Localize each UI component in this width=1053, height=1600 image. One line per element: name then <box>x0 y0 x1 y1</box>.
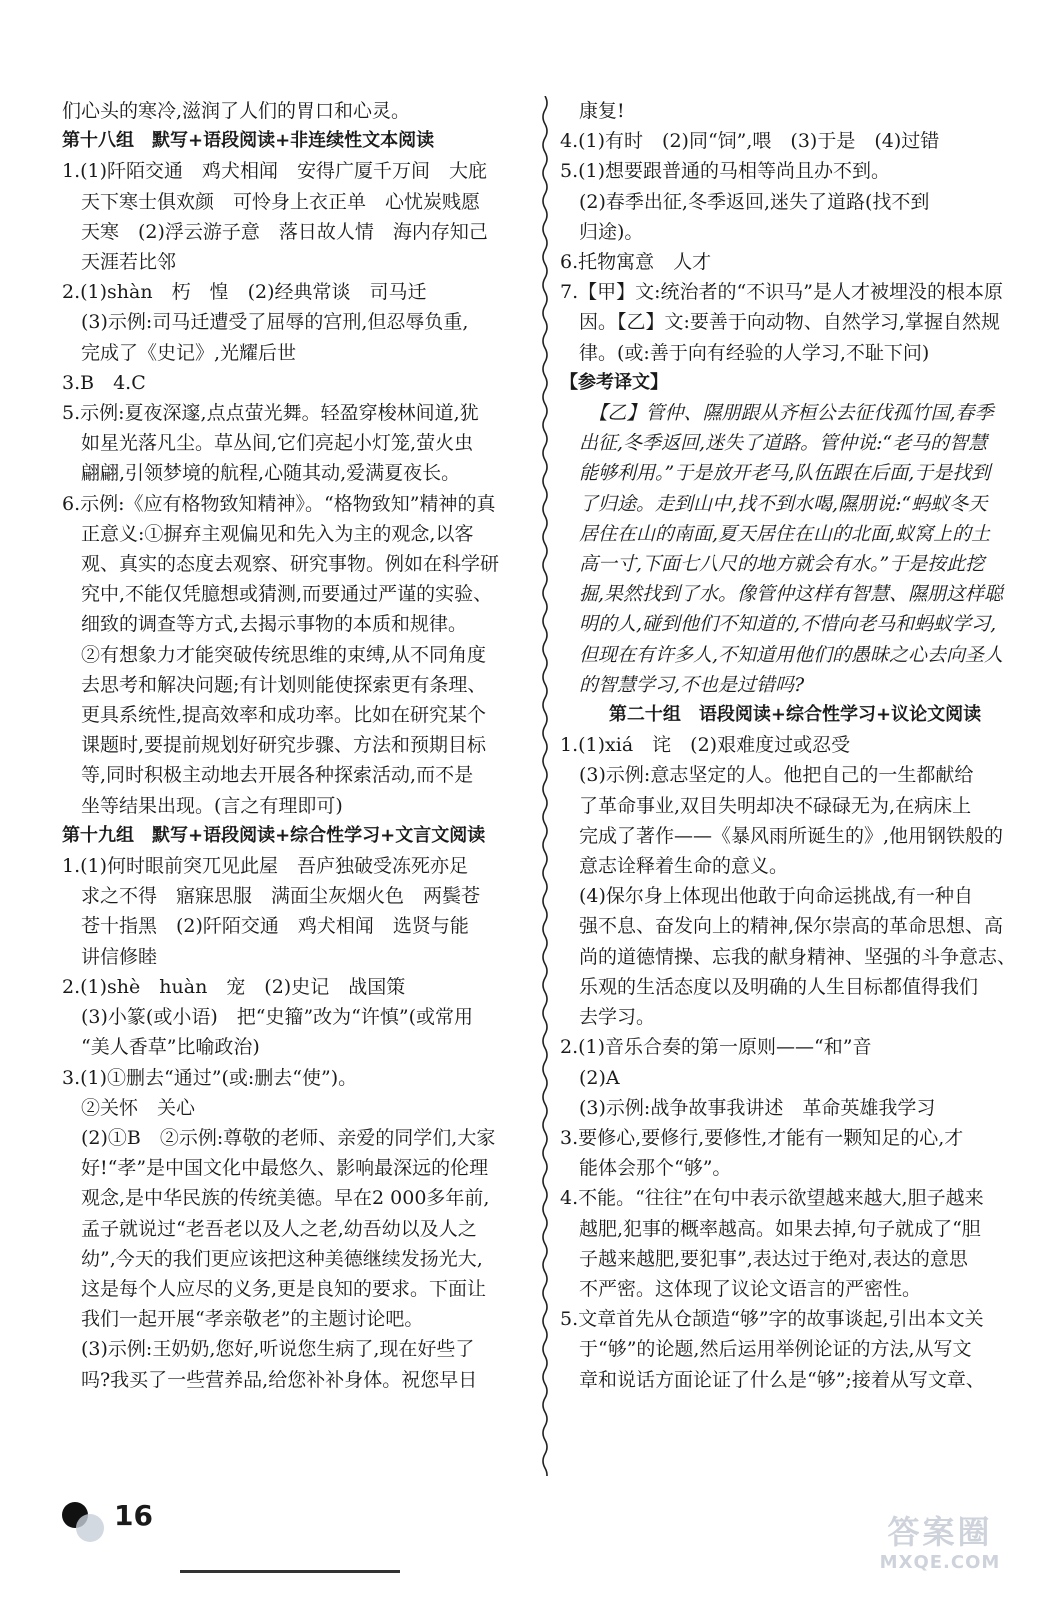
text-line: (2)春季出征,冬季返回,迷失了道路(找不到 <box>560 190 930 213</box>
text-line: (3)示例:战争故事我讲述 革命英雄我学习 <box>560 1096 936 1119</box>
text-line: 高一寸,下面七八尺的地方就会有水。”于是按此挖 <box>560 553 985 576</box>
text-line: 1.(1)xiá 诧 (2)艰难度过或忍受 <box>560 734 851 757</box>
text-line: (2)A <box>560 1066 620 1089</box>
text-line: 7.【甲】文:统治者的“不识马”是人才被埋没的根本原 <box>560 281 1003 304</box>
text-line: 坐等结果出现。(言之有理即可) <box>62 794 343 817</box>
text-line: 了归途。走到山中,找不到水喝,隰朋说:“蚂蚁冬天 <box>560 492 988 515</box>
text-line: 意志诠释着生命的意义。 <box>560 855 789 878</box>
text-line: 天寒 (2)浮云游子意 落日故人情 海内存知己 <box>62 220 488 243</box>
text-line: 5.示例:夏夜深邃,点点萤光舞。轻盈穿梭林间道,犹 <box>62 402 479 425</box>
text-line: 强不息、奋发向上的精神,保尔崇高的革命思想、高 <box>560 915 1004 938</box>
text-line: 翩翩,引领梦境的航程,心随其动,爱满夏夜长。 <box>62 462 461 485</box>
text-line: 去学习。 <box>560 1006 656 1029</box>
text-line: ②关怀 关心 <box>62 1096 196 1119</box>
text-line: 【乙】管仲、隰朋跟从齐桓公去征伐孤竹国,春季 <box>560 402 994 425</box>
text-line: 讲信修睦 <box>62 945 158 968</box>
text-line: 去思考和解决问题;有计划则能使探索更有条理、 <box>62 673 487 696</box>
text-line: 6.示例:《应有格物致知精神》。“格物致知”精神的真 <box>62 492 496 515</box>
text-line: 子越来越肥,要犯事”,表达过于绝对,表达的意思 <box>560 1247 968 1270</box>
text-line: 尚的道德情操、忘我的献身精神、坚强的斗争意志、 <box>560 945 1017 968</box>
text-line: 完成了著作——《暴风雨所诞生的》,他用钢铁般的 <box>560 824 1004 847</box>
watermark <box>845 1512 1035 1586</box>
text-line: 康复! <box>560 100 625 122</box>
text-line: 掘,果然找到了水。像管仲这样有智慧、隰朋这样聪 <box>560 583 1004 606</box>
text-line: 的智慧学习,不也是过错吗? <box>560 673 805 696</box>
text-line: 观、真实的态度去观察、研究事物。例如在科学研 <box>62 553 500 576</box>
text-line: 6.托物寓意 人才 <box>560 251 712 274</box>
page-number: 16 <box>114 1499 153 1532</box>
text-line: 章和说话方面论证了什么是“够”;接着从写文章、 <box>560 1368 985 1391</box>
text-line: ②有想象力才能突破传统思维的束缚,从不同角度 <box>62 643 487 666</box>
text-line: 4.(1)有时 (2)同“饲”,喂 (3)于是 (4)过错 <box>560 130 940 153</box>
text-line: 能够利用。”于是放开老马,队伍跟在后面,于是找到 <box>560 462 991 485</box>
section-heading: 第二十组 语段阅读+综合性学习+议论文阅读 <box>608 704 982 726</box>
text-line: 4.不能。“往往”在句中表示欲望越来越大,胆子越来 <box>560 1187 984 1210</box>
column-divider <box>539 96 551 1476</box>
right-column <box>560 96 1030 1395</box>
text-line: 2.(1)shàn 朽 惶 (2)经典常谈 司马迁 <box>62 281 427 304</box>
text-line: 我们一起开展“孝亲敬老”的主题讨论吧。 <box>62 1308 424 1331</box>
text-line: 好!“孝”是中国文化中最悠久、影响最深远的伦理 <box>62 1157 489 1180</box>
text-line: 3.(1)①删去“通过”(或:删去“使”)。 <box>62 1066 358 1089</box>
text-line: 了革命事业,双目失明却决不碌碌无为,在病床上 <box>560 794 972 817</box>
text-line: 律。(或:善于向有经验的人学习,不耻下问) <box>560 341 930 364</box>
text-line: (3)示例:王奶奶,您好,听说您生病了,现在好些了 <box>62 1338 475 1361</box>
text-line: 细致的调查等方式,去揭示事物的本质和规律。 <box>62 613 468 636</box>
text-line: 乐观的生活态度以及明确的人生目标都值得我们 <box>560 975 979 998</box>
text-line: 因。【乙】文:要善于向动物、自然学习,掌握自然规 <box>560 311 1000 334</box>
text-line: 5.文章首先从仓颉造“够”字的故事谈起,引出本文关 <box>560 1308 984 1331</box>
bottom-rule <box>180 1570 400 1573</box>
text-line: 不严密。这体现了议论文语言的严密性。 <box>560 1277 922 1300</box>
text-line: 明的人,碰到他们不知道的,不惜向老马和蚂蚁学习, <box>560 613 997 636</box>
text-line: 但现在有许多人,不知道用他们的愚昧之心去向圣人 <box>560 643 1004 666</box>
text-line: 1.(1)何时眼前突兀见此屋 吾庐独破受冻死亦足 <box>62 855 469 878</box>
text-line: (4)保尔身上体现出他敢于向命运挑战,有一种自 <box>560 885 973 908</box>
text-line: 1.(1)阡陌交通 鸡犬相闻 安得广厦千万间 大庇 <box>62 160 488 183</box>
text-line: (2)①B ②示例:尊敬的老师、亲爱的同学们,大家 <box>62 1126 496 1149</box>
text-line: (3)示例:意志坚定的人。他把自己的一生都献给 <box>560 764 974 787</box>
text-line: 3.要修心,要修行,要修性,才能有一颗知足的心,才 <box>560 1126 964 1149</box>
section-heading: 第十八组 默写+语段阅读+非连续性文本阅读 <box>62 130 435 152</box>
text-line: 们心头的寒冷,滋润了人们的胃口和心灵。 <box>62 100 411 122</box>
watermark-logo-text: 答案圈 <box>887 1513 993 1551</box>
text-line: 幼”,今天的我们更应该把这种美德继续发扬光大, <box>62 1247 483 1270</box>
text-line: 吗?我买了一些营养品,给您补补身体。祝您早日 <box>62 1368 478 1391</box>
text-line: 于“够”的论题,然后运用举例论证的方法,从写文 <box>560 1338 972 1361</box>
text-line: 这是每个人应尽的义务,更是良知的要求。下面让 <box>62 1277 487 1300</box>
text-line: 等,同时积极主动地去开展各种探索活动,而不是 <box>62 764 474 787</box>
text-line: 居住在山的南面,夏天居住在山的北面,蚁窝上的土 <box>560 522 991 545</box>
section-heading: 【参考译文】 <box>560 371 668 393</box>
text-line: 苍十指黑 (2)阡陌交通 鸡犬相闻 选贤与能 <box>62 915 469 938</box>
text-line: 能体会那个“够”。 <box>560 1157 732 1180</box>
text-line: “美人香草”比喻政治) <box>62 1036 260 1059</box>
text-line: 如星光落凡尘。草丛间,它们亮起小灯笼,萤火虫 <box>62 432 474 455</box>
text-line: 正意义:①摒弃主观偏见和先入为主的观念,以客 <box>62 522 474 545</box>
text-line: 课题时,要提前规划好研究步骤、方法和预期目标 <box>62 734 487 757</box>
page-marker-shadow-icon <box>76 1514 104 1542</box>
text-line: 归途)。 <box>560 220 644 243</box>
watermark-url: MXQE.COM <box>879 1552 1001 1573</box>
text-line: 2.(1)shè huàn 宠 (2)史记 战国策 <box>62 975 406 998</box>
text-line: 越肥,犯事的概率越高。如果去掉,句子就成了“胆 <box>560 1217 981 1240</box>
text-line: 观念,是中华民族的传统美德。早在2 000多年前, <box>62 1187 490 1210</box>
text-line: 天涯若比邻 <box>62 251 177 274</box>
section-heading: 第十九组 默写+语段阅读+综合性学习+文言文阅读 <box>62 824 486 846</box>
text-line: 出征,冬季返回,迷失了道路。管仲说:“老马的智慧 <box>560 432 988 455</box>
text-line: 究中,不能仅凭臆想或猜测,而要通过严谨的实验、 <box>62 583 493 606</box>
text-line: (3)小篆(或小语) 把“史籀”改为“许慎”(或常用 <box>62 1006 474 1029</box>
text-line: (3)示例:司马迁遭受了屈辱的宫刑,但忍辱负重, <box>62 311 469 334</box>
text-line: 完成了《史记》,光耀后世 <box>62 341 297 364</box>
text-line: 3.B 4.C <box>62 371 146 394</box>
left-column <box>62 96 532 1395</box>
text-line: 求之不得 寤寐思服 满面尘灰烟火色 两鬓苍 <box>62 885 481 908</box>
text-line: 更具系统性,提高效率和成功率。比如在研究某个 <box>62 704 487 727</box>
text-line: 孟子就说过“老吾老以及人之老,幼吾幼以及人之 <box>62 1217 477 1240</box>
text-line: 2.(1)音乐合奏的第一原则——“和”音 <box>560 1036 872 1059</box>
text-line: 5.(1)想要跟普通的马相等尚且办不到。 <box>560 160 891 183</box>
text-line: 天下寒士俱欢颜 可怜身上衣正单 心忧炭贱愿 <box>62 190 481 213</box>
